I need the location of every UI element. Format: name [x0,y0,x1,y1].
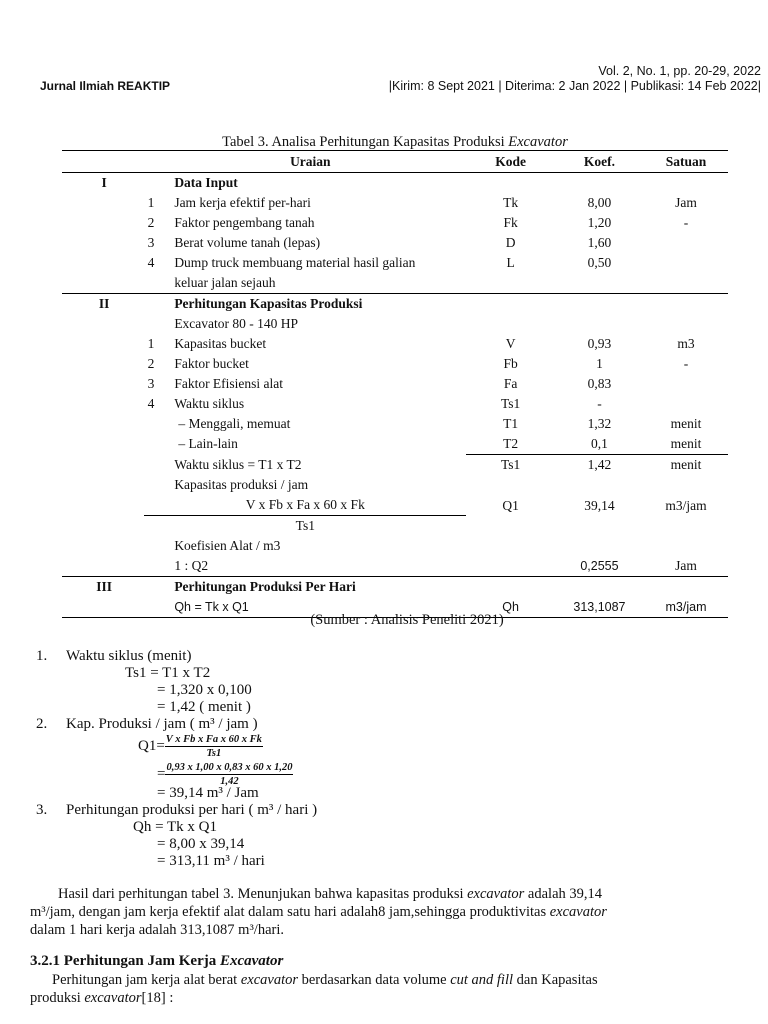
row-uraian: Faktor Efisiensi alat [174,376,284,391]
row-uraian: Jam kerja efektif per-hari [174,195,311,210]
section-subtitle: Excavator 80 - 140 HP [174,316,299,331]
paragraph-line-3: dalam 1 hari kerja adalah 313,1087 m³/hari. [30,922,284,938]
italic-text: excavator [240,972,298,988]
row-satuan: m3 [677,336,695,351]
section-paragraph-line-1 [52,971,598,989]
section-title: Data Input [174,175,238,190]
fraction-numerator: V x Fb x Fa x 60 x Fk [165,734,262,745]
row-uraian: 1 : Q2 [174,558,209,573]
table-row [62,233,728,253]
calc-2-formula [138,733,263,760]
row-satuan: m3/jam [644,597,728,618]
text: [18] : [141,990,174,1006]
caption-italic: Excavator [508,134,568,150]
row-no: 3 [147,235,155,250]
table-row [62,314,728,334]
row-kode: Fk [503,215,518,230]
table-row [62,374,728,394]
row-koef: 8,00 [587,195,612,210]
section-title: Perhitungan Kapasitas Produksi [154,294,466,315]
text: produksi [30,990,85,1006]
row-uraian: Qh = Tk x Q1 [154,597,466,618]
row-kode: T2 [466,434,555,455]
row-uraian: – Menggali, memuat [178,416,291,431]
row-koef: 1,42 [587,457,612,472]
journal-dates: |Kirim: 8 Sept 2021 | Diterima: 2 Jan 2022 | Publikasi: 14 Feb 2022| [388,79,761,93]
calc-3-number: 3. [36,802,48,818]
row-satuan: Jam [675,558,697,573]
row-koef: 1 [596,356,603,371]
table-row [62,213,728,233]
calc-2-substitution [157,761,293,788]
text: adalah 39,14 [524,886,603,902]
row-satuan: - [683,215,689,230]
calc-2-title: Kap. Produksi / jam ( m³ / jam ) [66,716,258,732]
row-koef: 0,1 [555,434,644,455]
row-koef: 313,1087 [555,597,644,618]
row-koef: 0,93 [587,336,612,351]
calc-2-number: 2. [36,716,48,732]
section-row [62,294,728,315]
calc-3-title: Perhitungan produksi per hari ( m³ / hari ) [66,802,318,818]
analysis-table [62,150,728,618]
row-no: 1 [147,195,155,210]
row-koef: 1,60 [587,235,612,250]
table-row [62,434,728,455]
calc-1-number: 1. [36,648,48,664]
row-koef: 0,83 [587,376,612,391]
section-row [62,173,728,194]
formula-fraction [165,733,263,760]
row-satuan: menit [644,434,728,455]
table-row [62,414,728,434]
row-kode: Qh [466,597,555,618]
table-row [62,475,728,495]
row-koef: 39,14 [584,497,615,513]
q1-label: Q1= [138,737,165,754]
row-kode: Fa [503,376,518,391]
section-heading [30,953,283,970]
substitution-fraction [165,761,293,788]
row-uraian: Kapasitas bucket [174,336,267,351]
italic-text: excavator [467,886,525,902]
row-kode: Q1 [502,497,519,513]
row-uraian: Faktor pengembang tanah [174,215,315,230]
row-kode: Fb [503,356,518,371]
fraction-denominator: 1,42 [220,776,239,787]
text: dan Kapasitas [513,972,598,988]
row-uraian: – Lain-lain [178,436,238,452]
table-row [62,354,728,374]
calc-1-line1: Ts1 = T1 x T2 [125,665,211,681]
row-koef: 1,20 [587,215,612,230]
table-row [62,334,728,354]
row-satuan: Jam [675,195,697,210]
row-no: 3 [147,376,155,391]
row-kode: V [505,336,516,351]
italic-text: excavator [549,904,607,920]
row-kode: Tk [503,195,519,210]
italic-text: cut and fill [450,972,514,988]
row-uraian: Waktu siklus [174,396,245,411]
heading-italic: Excavator [219,953,284,969]
table-header-row [62,151,728,173]
table-row [62,495,728,516]
row-satuan [644,374,728,394]
header-uraian: Uraian [290,153,331,169]
paragraph-line-2 [30,903,607,921]
journal-name: Jurnal Ilmiah REAKTIP [40,79,171,93]
row-satuan: - [683,356,689,371]
calc-3-line2: = 8,00 x 39,14 [157,836,245,852]
row-koef: - [597,396,602,411]
calc-3-line1: Qh = Tk x Q1 [133,819,218,835]
calc-1-line3: = 1,42 ( menit ) [157,699,251,715]
table-row [62,536,728,556]
caption-text: Tabel 3. Analisa Perhitungan Kapasitas Produksi [222,134,509,150]
section-number: III [62,577,146,598]
row-kode: Ts1 [500,396,521,411]
row-uraian: Berat volume tanah (lepas) [174,235,321,250]
calc-2-result: = 39,14 m³ / Jam [157,785,259,801]
table-row [62,455,728,476]
row-no: 2 [147,356,155,371]
row-kode: D [505,235,516,250]
row-uraian: Faktor bucket [174,356,249,371]
heading-text: 3.2.1 Perhitungan Jam Kerja [30,953,220,969]
table-row [62,516,728,536]
section-row [62,577,728,598]
header-satuan: Satuan [665,153,707,169]
row-satuan: m3/jam [665,497,707,513]
row-koef: 1,32 [587,416,612,431]
table-caption [62,134,728,151]
calc-3-line3: = 313,11 m³ / hari [157,853,265,869]
text: m³/jam, dengan jam kerja efektif alat dalam satu hari adalah8 jam,sehingga produktivitas [30,904,550,920]
row-uraian: Dump truck membuang material hasil galian [174,255,416,270]
row-no: 1 [147,336,155,351]
header-koef: Koef. [583,153,616,169]
row-satuan [644,233,728,253]
paragraph-line-1 [58,885,602,903]
row-uraian: Waktu siklus = T1 x T2 [174,456,302,472]
row-no: 4 [147,255,155,270]
row-uraian: Koefisien Alat / m3 [174,538,281,553]
italic-text: excavator [84,990,142,1006]
formula-numerator: V x Fb x Fa x 60 x Fk [144,495,466,516]
row-satuan: menit [670,457,702,472]
text: Perhitungan jam kerja alat berat [52,972,241,988]
row-no: 4 [147,396,155,411]
table-row [62,556,728,577]
equals-sign: = [157,765,166,782]
row-kode: L [506,255,515,270]
header-kode: Kode [495,153,526,169]
row-koef: 0,50 [587,255,612,270]
row-satuan [644,394,728,414]
section-title: Perhitungan Produksi Per Hari [154,577,466,598]
table-row [62,273,728,294]
section-paragraph-line-2 [30,989,173,1007]
table-row [62,394,728,414]
fraction-numerator: 0,93 x 1,00 x 0,83 x 60 x 1,20 [166,762,293,773]
table-source: (Sumber : Analisis Peneliti 2021) [310,612,504,628]
calc-1-line2: = 1,320 x 0,100 [157,682,252,698]
row-uraian: Kapasitas produksi / jam [174,477,309,492]
journal-volume: Vol. 2, No. 1, pp. 20-29, 2022 [598,64,761,78]
section-number: II [62,294,146,315]
section-number: I [101,175,107,190]
row-kode: Ts1 [500,457,521,472]
row-uraian-continued: keluar jalan sejauh [174,275,276,290]
text: Hasil dari perhitungan tabel 3. Menunjukan bahwa kapasitas produksi [58,886,468,902]
calc-1-title: Waktu siklus (menit) [66,648,192,664]
text: berdasarkan data volume [298,972,451,988]
table-row [62,193,728,213]
fraction-denominator: Ts1 [206,748,222,759]
row-satuan: menit [670,416,702,431]
row-satuan [644,253,728,273]
row-no: 2 [147,215,155,230]
row-koef: 0,2555 [580,559,619,573]
row-kode: T1 [503,416,519,431]
formula-denominator: Ts1 [295,518,315,533]
table-row [62,253,728,273]
